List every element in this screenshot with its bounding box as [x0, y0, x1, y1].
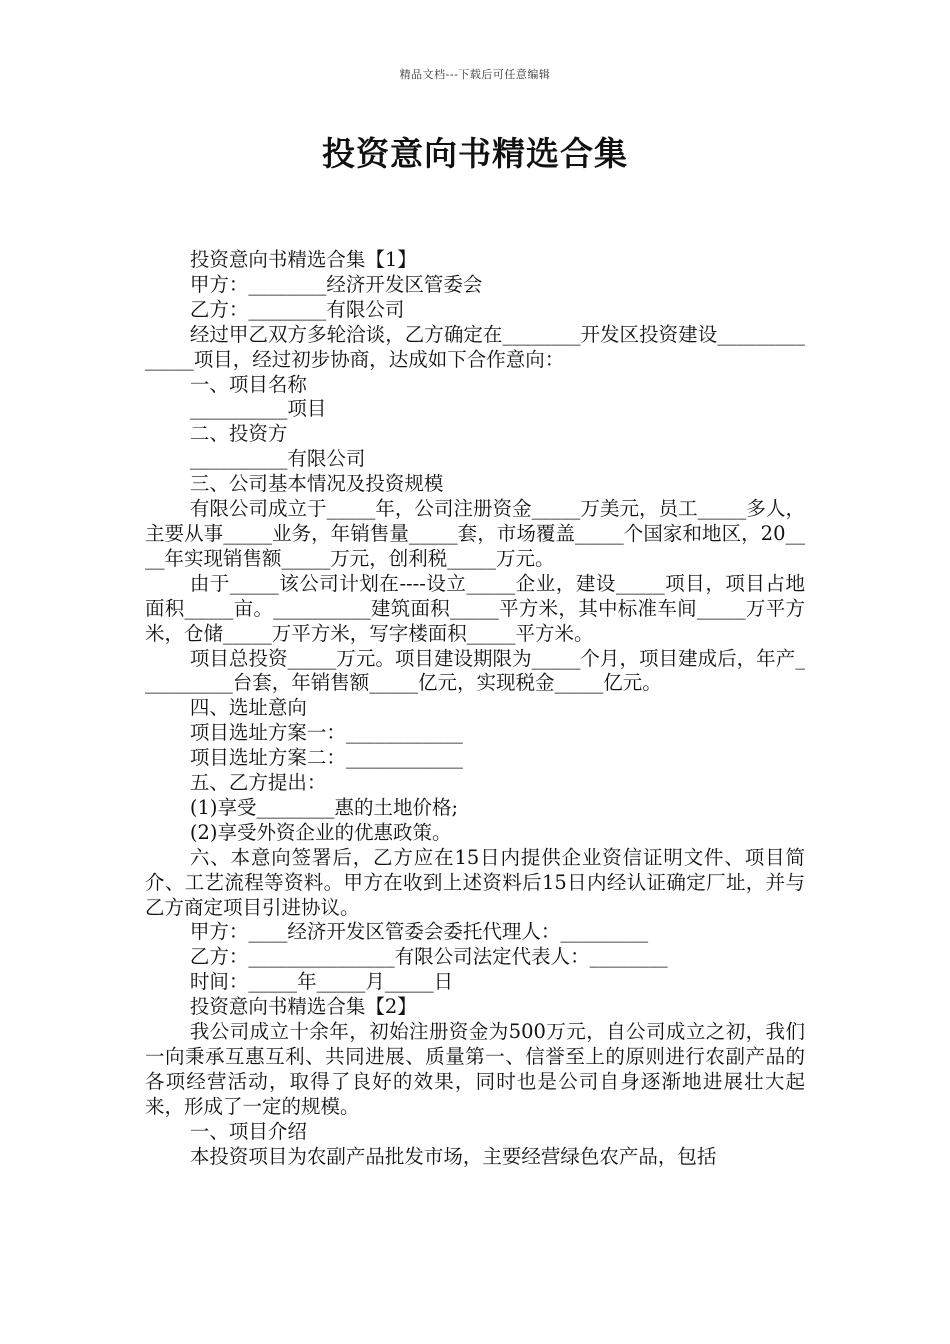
item-heading-site: 四、选址意向: [189, 696, 307, 720]
item-heading-requests: 五、乙方提出：: [189, 771, 327, 795]
document-body: [145, 248, 805, 1170]
request-1: (1)享受________惠的土地价格;: [189, 795, 459, 819]
investment-paragraph: 项目总投资_____万元。项目建设期限为_____个月，项目建成后，年产__________台套，年销售额_____亿元，实现税金_____亿元。: [145, 646, 805, 695]
page-header-note: 精品文档---下载后可任意编辑: [399, 68, 551, 81]
party-b-line: 乙方：________有限公司: [189, 297, 405, 321]
party-a-signature-line: 甲方：____经济开发区管委会委托代理人：_________: [189, 920, 649, 944]
item-heading-project-intro: 一、项目介绍: [189, 1119, 307, 1143]
site-option-2: 项目选址方案二：____________: [189, 746, 463, 770]
company-intro-paragraph: 我公司成立十余年，初始注册资金为500万元，自公司成立之初，我们一向秉承互惠互利、共同进展、质量第一、信誉至上的原则进行农副产品的各项经营活动，取得了良好的效果，同时也是公司自身逐渐地进展壮大起来，形成了一定的规模。: [145, 1020, 805, 1118]
intro-paragraph: 经过甲乙双方多轮洽谈，乙方确定在________开发区投资建设______________项目，经过初步协商，达成如下合作意向：: [145, 322, 805, 371]
party-b-signature-line: 乙方：_______________有限公司法定代表人：________: [189, 945, 668, 969]
project-name-line: __________项目: [189, 397, 327, 421]
request-2: (2)享受外资企业的优惠政策。: [189, 820, 452, 844]
item-heading-investor: 二、投资方: [189, 422, 288, 446]
project-plan-paragraph: 由于_____该公司计划在----设立_____企业，建设_____项目，项目占地面积_____亩。__________建筑面积_____平方米，其中标准车间_____万平方米，仓储_____万平方米，写字楼面积_____平方米。: [145, 571, 805, 645]
site-option-1: 项目选址方案一：____________: [189, 721, 463, 745]
project-intro-paragraph: 本投资项目为农副产品批发市场，主要经营绿色农产品，包括: [189, 1144, 717, 1168]
item-heading-company-info: 三、公司基本情况及投资规模: [189, 472, 444, 496]
section-heading-1: 投资意向书精选合集【1】: [189, 248, 417, 271]
document-title: 投资意向书精选合集: [322, 134, 628, 173]
date-line: 时间：_____年_____月_____日: [189, 970, 454, 994]
company-info-paragraph: 有限公司成立于_____年，公司注册资金_____万美元，员工_____多人，主要从事_____业务，年销售量_____套，市场覆盖_____个国家和地区，20____年实现销售额_____万元，创利税_____万元。: [145, 497, 805, 570]
item-heading-project-name: 一、项目名称: [189, 372, 307, 396]
party-a-line: 甲方：________经济开发区管委会: [189, 272, 483, 296]
section-heading-2: 投资意向书精选合集【2】: [189, 995, 417, 1019]
item-heading-signing: 六、本意向签署后，乙方应在15日内提供企业资信证明文件、项目简介、工艺流程等资料。甲方在收到上述资料后15日内经认证确定厂址，并与乙方商定项目引进协议。: [145, 845, 805, 919]
investor-line: __________有限公司: [189, 447, 366, 471]
